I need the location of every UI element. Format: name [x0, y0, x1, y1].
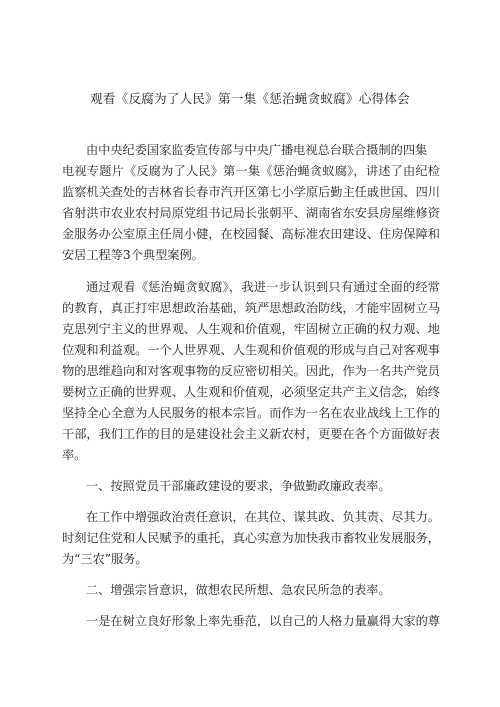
paragraph-line: 由中央纪委国家监委宣传部与中央广播电视总台联合摄制的四集: [86, 143, 428, 157]
paragraph-line: 坚持全心全意为人民服务的根本宗旨。而作为一名在农业战线上工作的: [62, 406, 440, 420]
paragraph-line: 为“三农”服务。: [62, 552, 148, 566]
paragraph-line: 的教育，真正打牢思想政治基础，筑严思想政治防线，才能牢固树立马: [62, 301, 440, 315]
document-title: 观看《反腐为了人民》第一集《惩治蝇贪蚁腐》心得体会: [90, 91, 410, 106]
paragraph-line: 位观和利益观。一个人世界观、人生观和价值观的形成与自己对客观事: [62, 343, 440, 357]
paragraph-line: 干部，我们工作的目的是建设社会主义新农村，更要在各个方面做好表: [62, 427, 440, 441]
paragraph-line: 率。: [62, 448, 87, 462]
paragraph-line: 省射洪市农业农村局原党组书记局长张朝平、湖南省东安县房屋维修资: [62, 206, 440, 220]
paragraph-line: 一是在树立良好形象上率先垂范，以自己的人格力量赢得大家的尊: [86, 614, 440, 628]
paragraph-line: 通过观看《惩治蝇贪蚁腐》，我进一步认识到只有通过全面的经常: [86, 280, 440, 294]
section-heading: 二、增强宗旨意识，做想农民所想、急农民所急的表率。: [86, 583, 391, 597]
paragraph-line: 时刻记住党和人民赋予的重托，真心实意为加快我市畜牧业发展服务，: [62, 531, 440, 545]
paragraph-line: 金服务办公室原主任周小健，在校园餐、高标准农田建设、住房保障和: [62, 227, 440, 241]
paragraph-line: 安居工程等3个典型案例。: [62, 248, 204, 262]
section-heading: 一、按照党员干部廉政建设的要求，争做勤政廉政表率。: [86, 479, 391, 493]
paragraph-line: 监察机关查处的吉林省长春市汽开区第七小学原后勤主任戚世国、四川: [62, 185, 440, 199]
paragraph-line: 克思列宁主义的世界观、人生观和价值观，牢固树立正确的权力观、地: [62, 322, 440, 336]
paragraph-line: 物的思维趋向和对客观事物的反应密切相关。因此，作为一名共产党员: [62, 364, 440, 378]
paragraph-line: 要树立正确的世界观、人生观和价值观，必须坚定共产主义信念，始终: [62, 385, 440, 399]
paragraph-line: 在工作中增强政治责任意识，在其位、谋其政、负其责、尽其力。: [86, 510, 440, 524]
paragraph-line: 电视专题片《反腐为了人民》第一集《惩治蝇贪蚁腐》，讲述了由纪检: [62, 164, 440, 178]
